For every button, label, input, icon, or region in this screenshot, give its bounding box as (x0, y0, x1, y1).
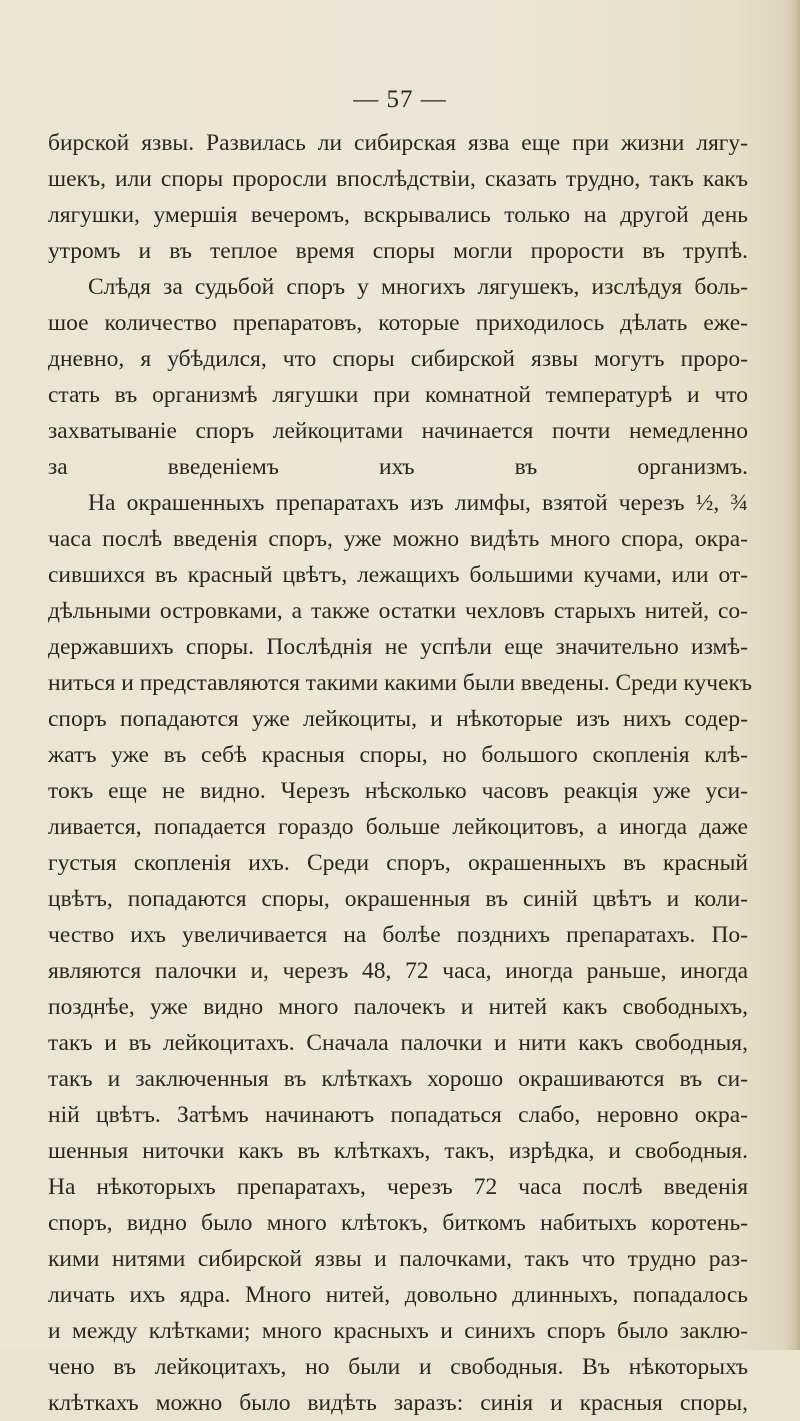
text-line: кими нитями сибирской язвы и палочками, такъ что трудно раз- (48, 1246, 748, 1272)
text-line: споръ попадаются уже лейкоциты, и нѣкоторые изъ нихъ содер- (48, 706, 748, 732)
page-edge-shadow (786, 0, 800, 1350)
text-line: и между клѣтками; много красныхъ и синихъ споръ было заклю- (48, 1318, 748, 1344)
text-line: чено въ лейкоцитахъ, но были и свободныя. Въ нѣкоторыхъ (48, 1354, 748, 1380)
text-line: ливается, попадается гораздо больше лейкоцитовъ, а иногда даже (48, 814, 748, 840)
text-line: цвѣтъ, попадаются споры, окрашенныя въ синій цвѣтъ и коли- (48, 886, 748, 912)
text-line: личать ихъ ядра. Много нитей, довольно длинныхъ, попадалось (48, 1282, 748, 1308)
text-line: клѣткахъ можно было видѣть заразъ: синія и красныя споры, (48, 1390, 748, 1416)
text-line: чество ихъ увеличивается на болѣе позднихъ препаратахъ. По- (48, 922, 748, 948)
body-text (48, 125, 753, 1421)
text-line: На окрашенныхъ препаратахъ изъ лимфы, взятой черезъ ½, ¾ (88, 490, 748, 516)
text-line: за введеніемъ ихъ въ организмъ. (48, 454, 748, 480)
text-line: являются палочки и, черезъ 48, 72 часа, иногда раньше, иногда (48, 958, 748, 984)
page-number: — 57 — (353, 86, 447, 113)
text-line: ниться и представляются такими какими были введены. Среди кучекъ (48, 670, 753, 696)
text-line: жатъ уже въ себѣ красныя споры, но большого скопленія клѣ- (48, 742, 748, 768)
text-line: державшихъ споры. Послѣднія не успѣли еще значительно измѣ- (48, 634, 748, 660)
text-line: Слѣдя за судьбой споръ у многихъ лягушекъ, изслѣдуя боль- (88, 274, 748, 300)
text-line: токъ еще не видно. Черезъ нѣсколько часовъ реакція уже уси- (48, 778, 748, 804)
text-line: часа послѣ введенія споръ, уже можно видѣть много спора, окра- (48, 526, 748, 552)
text-line: дѣльными островками, а также остатки чехловъ старыхъ нитей, со- (48, 598, 748, 624)
text-line: шенныя ниточки какъ въ клѣткахъ, такъ, изрѣдка, и свободныя. (48, 1138, 748, 1164)
text-line: густыя скопленія ихъ. Среди споръ, окрашенныхъ въ красный (48, 850, 748, 876)
text-line: сившихся въ красный цвѣтъ, лежащихъ большими кучами, или от- (48, 562, 748, 588)
text-line: ній цвѣтъ. Затѣмъ начинаютъ попадаться слабо, неровно окра- (48, 1102, 748, 1128)
text-line: дневно, я убѣдился, что споры сибирской язвы могутъ проро- (48, 346, 748, 372)
text-line: позднѣе, уже видно много палочекъ и нитей какъ свободныхъ, (48, 994, 748, 1020)
text-line: стать въ организмѣ лягушки при комнатной температурѣ и что (48, 382, 748, 408)
text-line: захватываніе споръ лейкоцитами начинается почти немедленно (48, 418, 748, 444)
text-line: такъ и въ лейкоцитахъ. Сначала палочки и нити какъ свободныя, (48, 1030, 748, 1056)
text-line: утромъ и въ теплое время споры могли прорости въ трупѣ. (48, 238, 748, 264)
text-line: лягушки, умершія вечеромъ, вскрывались только на другой день (48, 202, 748, 228)
text-line: шекъ, или споры проросли впослѣдствіи, сказать трудно, такъ какъ (48, 166, 748, 192)
text-line: споръ, видно было много клѣтокъ, биткомъ набитыхъ коротень- (48, 1210, 748, 1236)
text-line: такъ и заключенныя въ клѣткахъ хорошо окрашиваются въ си- (48, 1066, 748, 1092)
text-line: бирской язвы. Развилась ли сибирская язва еще при жизни лягу- (48, 130, 748, 156)
text-line: На нѣкоторыхъ препаратахъ, черезъ 72 часа послѣ введенія (48, 1174, 748, 1200)
text-line: шое количество препаратовъ, которые приходилось дѣлать еже- (48, 310, 748, 336)
